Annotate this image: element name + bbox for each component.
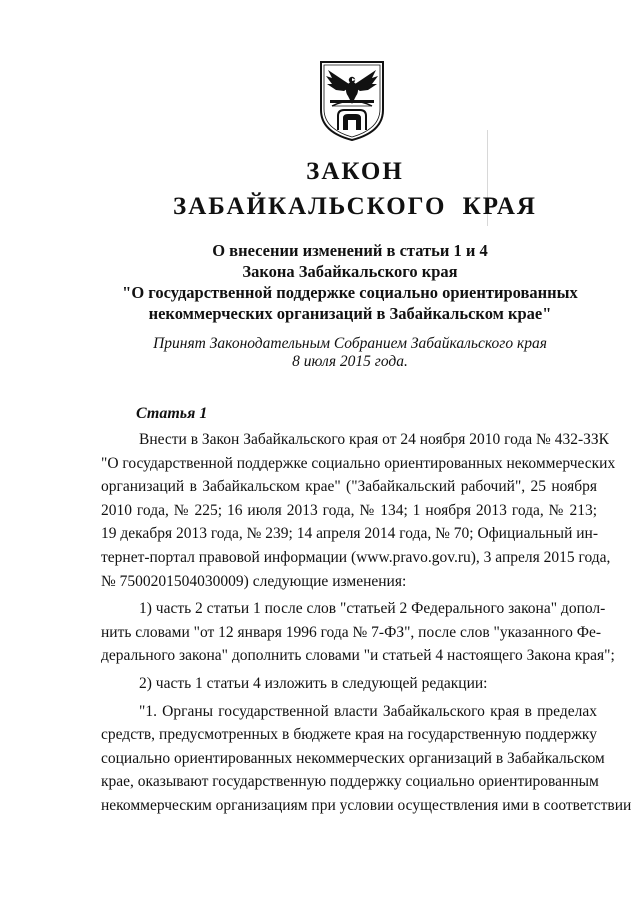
law-subtitle: [0, 240, 640, 324]
paragraph-line: Внести в Закон Забайкальского края от 24 ноября 2010 года № 432-ЗЗК: [139, 431, 610, 448]
law-title-line2: ЗАБАЙКАЛЬСКОГО КРАЯ: [173, 193, 537, 220]
paragraph-line: организаций в Забайкальском крае" ("Забайкальский рабочий", 25 ноября: [101, 478, 597, 496]
item2-line: 2) часть 1 статьи 4 изложить в следующей редакции:: [139, 674, 488, 692]
paragraph-line: 19 декабря 2013 года, № 239; 14 апреля 2014 года, № 70; Официальный ин-: [101, 525, 599, 543]
paragraph-line: № 7500201504030009) следующие изменения:: [101, 572, 407, 590]
subtitle-line: Закона Забайкальского края: [242, 262, 458, 281]
article-heading: Статья 1: [136, 405, 208, 422]
quote-line: средств, предусмотренных в бюджете края на государственную поддержку: [101, 726, 597, 744]
quote-line: крае, оказывают государственную поддержку социально ориентированным: [101, 773, 599, 791]
subtitle-line: О внесении изменений в статьи 1 и 4: [212, 241, 488, 260]
quote-line: некоммерческим организациям при условии осуществления ими в соответствии: [101, 796, 632, 814]
adoption-note: [0, 335, 640, 371]
paragraph-line: тернет-портал правовой информации (www.pravo.gov.ru), 3 апреля 2015 года,: [101, 548, 611, 566]
quote-line: "1. Органы государственной власти Забайкальского края в пределах: [139, 702, 597, 720]
subtitle-line: "О государственной поддержке социально ориентированных: [122, 283, 578, 302]
law-title-line1: ЗАКОН: [306, 158, 404, 185]
subtitle-line: некоммерческих организаций в Забайкальском крае": [148, 304, 552, 323]
quote-line: социально ориентированных некоммерческих организаций в Забайкальском: [101, 749, 605, 767]
item1-line: дерального закона" дополнить словами "и статьей 4 настоящего Закона края";: [101, 647, 615, 665]
adoption-line: Принят Законодательным Собранием Забайкальского края: [153, 335, 547, 352]
paragraph-line: 2010 года, № 225; 16 июля 2013 года, № 134; 1 ноября 2013 года, № 213;: [101, 501, 597, 519]
coat-of-arms-icon: [318, 60, 386, 142]
article-body: [101, 428, 632, 818]
item1-line: нить словами "от 12 января 1996 года № 7-ФЗ", после слов "указанного Фе-: [101, 623, 602, 641]
paragraph-line: "О государственной поддержке социально ориентированных некоммерческих: [101, 454, 616, 472]
item1-line: 1) часть 2 статьи 1 после слов "статьей 2 Федерального закона" допол-: [139, 600, 606, 618]
adoption-date: 8 июля 2015 года.: [292, 353, 408, 370]
